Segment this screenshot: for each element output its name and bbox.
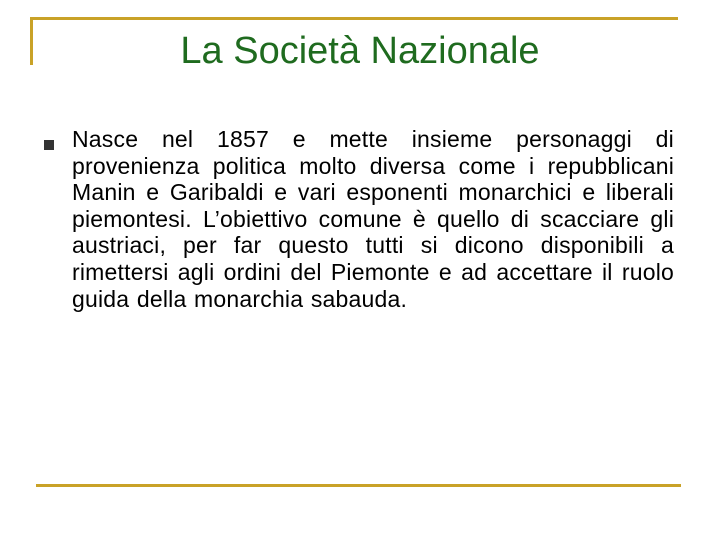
frame-top-line (30, 17, 678, 20)
bullet-text: Nasce nel 1857 e mette insieme personaggi di provenienza politica molto diversa come i repubblicani Manin e Garibaldi e vari esponenti monarchici e liberali piemontesi. L’obiettivo comune è quello di scacciare gli austriaci, per far questo tutti si dicono disponibili a rimettersi agli ordini del Piemonte e ad accettare il ruolo guida della monarchia sabauda. (72, 126, 674, 312)
frame-bottom-line (36, 484, 681, 487)
square-bullet-icon (44, 140, 54, 150)
slide-title: La Società Nazionale (180, 30, 540, 72)
bullet-item (44, 126, 674, 312)
